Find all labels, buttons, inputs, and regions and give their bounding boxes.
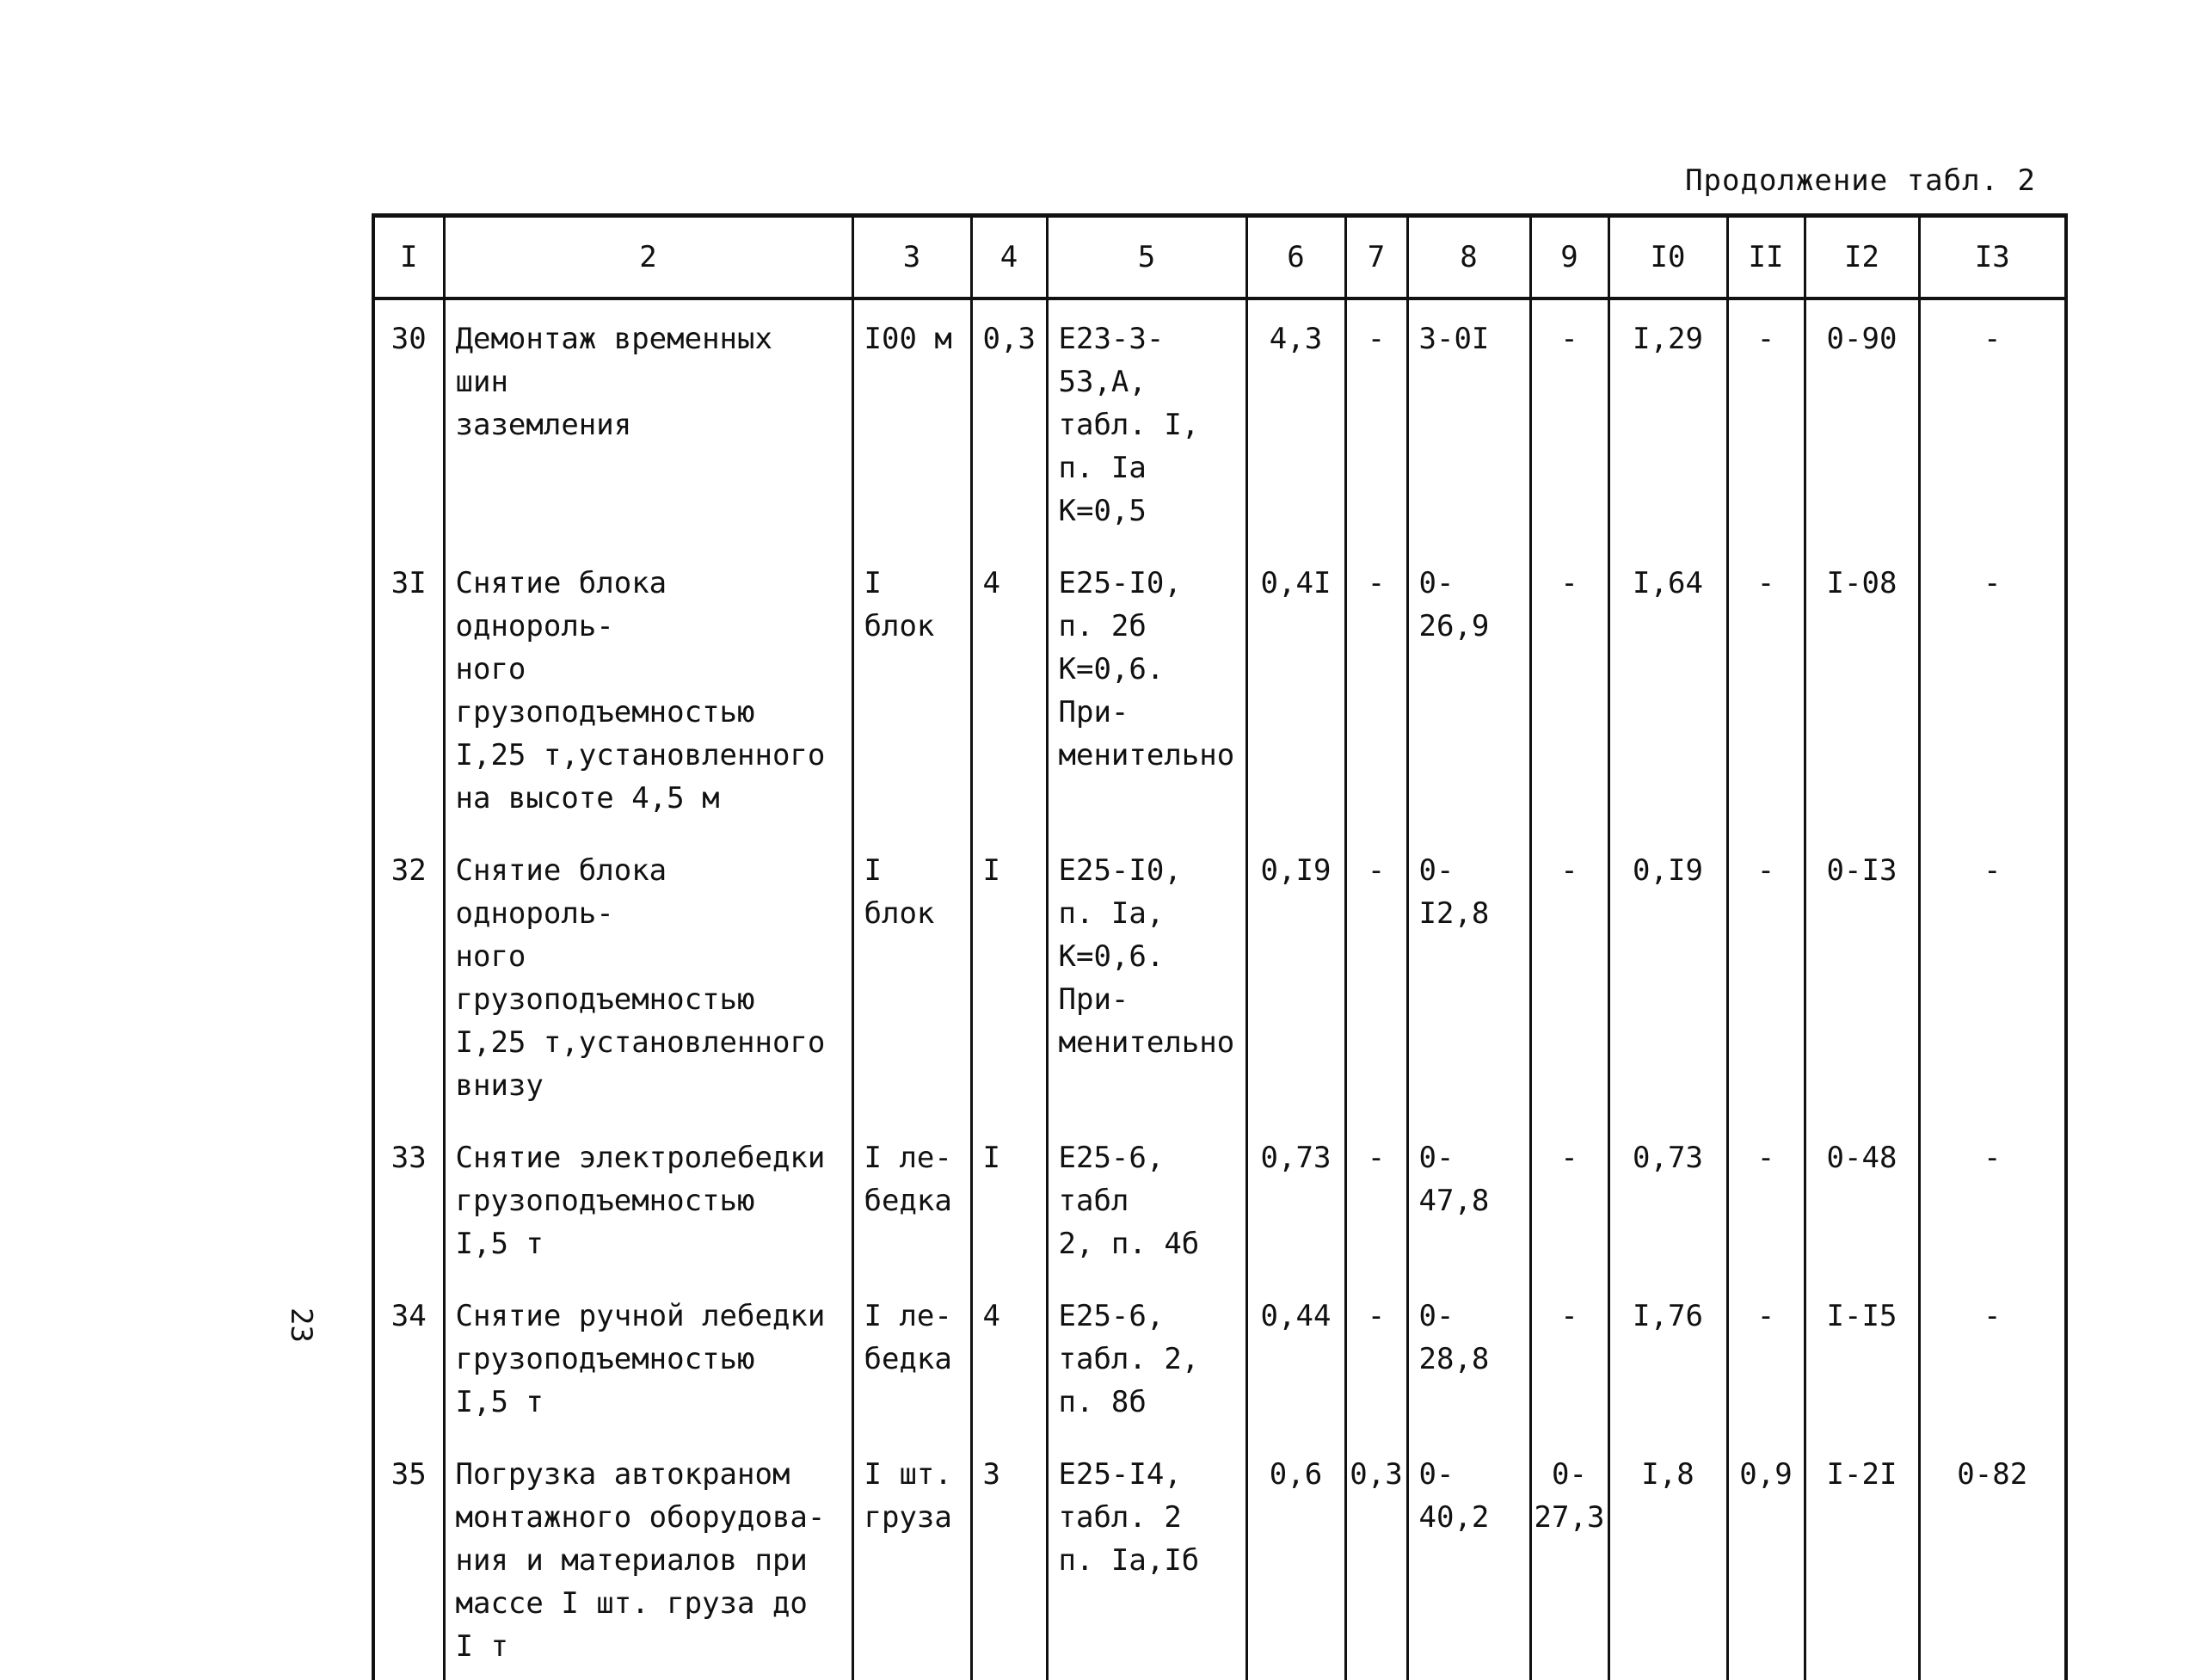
table-cell: 3-0I	[1407, 298, 1530, 545]
table-row	[375, 1436, 2064, 1680]
table-continuation-caption: Продолжение табл. 2	[1685, 163, 2036, 198]
table-cell: 4,3	[1246, 298, 1345, 545]
table-cell: I,8	[1608, 1436, 1727, 1680]
table-cell: Е23-3-53,А, табл. I, п. Iа К=0,5	[1047, 298, 1246, 545]
table-cell: -	[1530, 545, 1608, 832]
column-header: 4	[971, 218, 1047, 298]
table-cell: 3I	[391, 566, 427, 600]
table-cell: -	[1345, 1119, 1407, 1277]
table-cell: I шт. груза	[852, 1436, 971, 1680]
data-table	[375, 218, 2064, 1680]
page-number: 23	[284, 1308, 318, 1343]
header-row	[375, 218, 2064, 298]
table-cell: Снятие блока однороль- ного грузоподъемностью I,25 т,установленного на высоте 4,5 м	[444, 545, 852, 832]
table-cell: 33	[391, 1141, 427, 1175]
table-row	[375, 832, 2064, 1119]
table-cell: I,64	[1608, 545, 1727, 832]
column-header: I	[375, 218, 444, 298]
table-cell: 4	[971, 545, 1047, 832]
table-cell: 0-48	[1805, 1119, 1919, 1277]
table-cell: -	[1345, 545, 1407, 832]
data-table-container	[372, 213, 2068, 1680]
column-header: 6	[1246, 218, 1345, 298]
table-cell: Е25-I0, п. Iа, К=0,6. При- менительно	[1047, 832, 1246, 1119]
table-row	[375, 545, 2064, 832]
table-cell: -	[1727, 1277, 1805, 1436]
table-cell: I ле- бедка	[852, 1277, 971, 1436]
table-cell: -	[1530, 832, 1608, 1119]
table-cell: I,76	[1608, 1277, 1727, 1436]
table-cell: 3	[971, 1436, 1047, 1680]
table-cell: 0,73	[1246, 1119, 1345, 1277]
table-cell: 30	[391, 322, 427, 356]
column-header: 7	[1345, 218, 1407, 298]
table-cell: 0,73	[1608, 1119, 1727, 1277]
table-cell: -	[1727, 545, 1805, 832]
table-cell: 0,9	[1727, 1436, 1805, 1680]
table-cell: 0-I2,8	[1407, 832, 1530, 1119]
table-cell: 0-90	[1805, 298, 1919, 545]
table-cell: 0,44	[1246, 1277, 1345, 1436]
table-cell: 0,6	[1246, 1436, 1345, 1680]
table-cell: 35	[391, 1457, 427, 1492]
table-cell: Е25-I4, табл. 2 п. Iа,Iб	[1047, 1436, 1246, 1680]
table-cell: -	[1345, 832, 1407, 1119]
table-cell: 0,I9	[1608, 832, 1727, 1119]
table-cell: 32	[391, 853, 427, 888]
table-cell: -	[1530, 1119, 1608, 1277]
column-header: 3	[852, 218, 971, 298]
table-row	[375, 298, 2064, 545]
table-cell: Погрузка автокраном монтажного оборудова- ния и материалов при массе I шт. груза до I т	[444, 1436, 852, 1680]
table-cell: Е25-6, табл 2, п. 4б	[1047, 1119, 1246, 1277]
table-cell: -	[1919, 545, 2064, 832]
table-cell: -	[1345, 1277, 1407, 1436]
table-cell: -	[1919, 832, 2064, 1119]
table-cell: 0-26,9	[1407, 545, 1530, 832]
column-header: 8	[1407, 218, 1530, 298]
table-cell: -	[1530, 298, 1608, 545]
table-cell: 34	[391, 1299, 427, 1333]
table-cell: -	[1727, 298, 1805, 545]
column-header: I2	[1805, 218, 1919, 298]
table-cell: 0-47,8	[1407, 1119, 1530, 1277]
table-cell: I00 м	[852, 298, 971, 545]
table-row	[375, 1119, 2064, 1277]
table-row	[375, 1277, 2064, 1436]
table-cell: Снятие блока однороль- ного грузоподъемностью I,25 т,установленного внизу	[444, 832, 852, 1119]
table-cell: Демонтаж временных шин заземления	[444, 298, 852, 545]
column-header: I0	[1608, 218, 1727, 298]
table-cell: I блок	[852, 832, 971, 1119]
table-cell: Е25-6, табл. 2, п. 8б	[1047, 1277, 1246, 1436]
table-cell: Снятие электролебедки грузоподъемностью I,5 т	[444, 1119, 852, 1277]
table-cell: I блок	[852, 545, 971, 832]
table-cell: 0-28,8	[1407, 1277, 1530, 1436]
table-body	[375, 298, 2064, 1680]
table-cell: 0,4I	[1246, 545, 1345, 832]
table-cell: -	[1919, 1119, 2064, 1277]
table-cell: I	[971, 1119, 1047, 1277]
table-cell: I-2I	[1805, 1436, 1919, 1680]
table-cell: 0-40,2	[1407, 1436, 1530, 1680]
table-cell: I	[971, 832, 1047, 1119]
table-cell: -	[1345, 298, 1407, 545]
table-cell: 0,3	[971, 298, 1047, 545]
table-cell: I ле- бедка	[852, 1119, 971, 1277]
table-cell: 0,3	[1345, 1436, 1407, 1680]
table-cell: 0-27,3	[1530, 1436, 1608, 1680]
table-cell: -	[1727, 1119, 1805, 1277]
table-cell: -	[1919, 1277, 2064, 1436]
column-header: 2	[444, 218, 852, 298]
table-cell: I-I5	[1805, 1277, 1919, 1436]
table-cell: Е25-I0, п. 2б К=0,6. При- менительно	[1047, 545, 1246, 832]
table-cell: 0-82	[1919, 1436, 2064, 1680]
table-cell: Снятие ручной лебедки грузоподъемностью I,5 т	[444, 1277, 852, 1436]
table-cell: 0,I9	[1246, 832, 1345, 1119]
table-cell: I,29	[1608, 298, 1727, 545]
column-header: I3	[1919, 218, 2064, 298]
table-cell: 4	[971, 1277, 1047, 1436]
table-cell: 0-I3	[1805, 832, 1919, 1119]
table-cell: -	[1919, 298, 2064, 545]
table-cell: I-08	[1805, 545, 1919, 832]
column-header: 5	[1047, 218, 1246, 298]
table-cell: -	[1727, 832, 1805, 1119]
column-header: 9	[1530, 218, 1608, 298]
table-cell: -	[1530, 1277, 1608, 1436]
column-header: II	[1727, 218, 1805, 298]
